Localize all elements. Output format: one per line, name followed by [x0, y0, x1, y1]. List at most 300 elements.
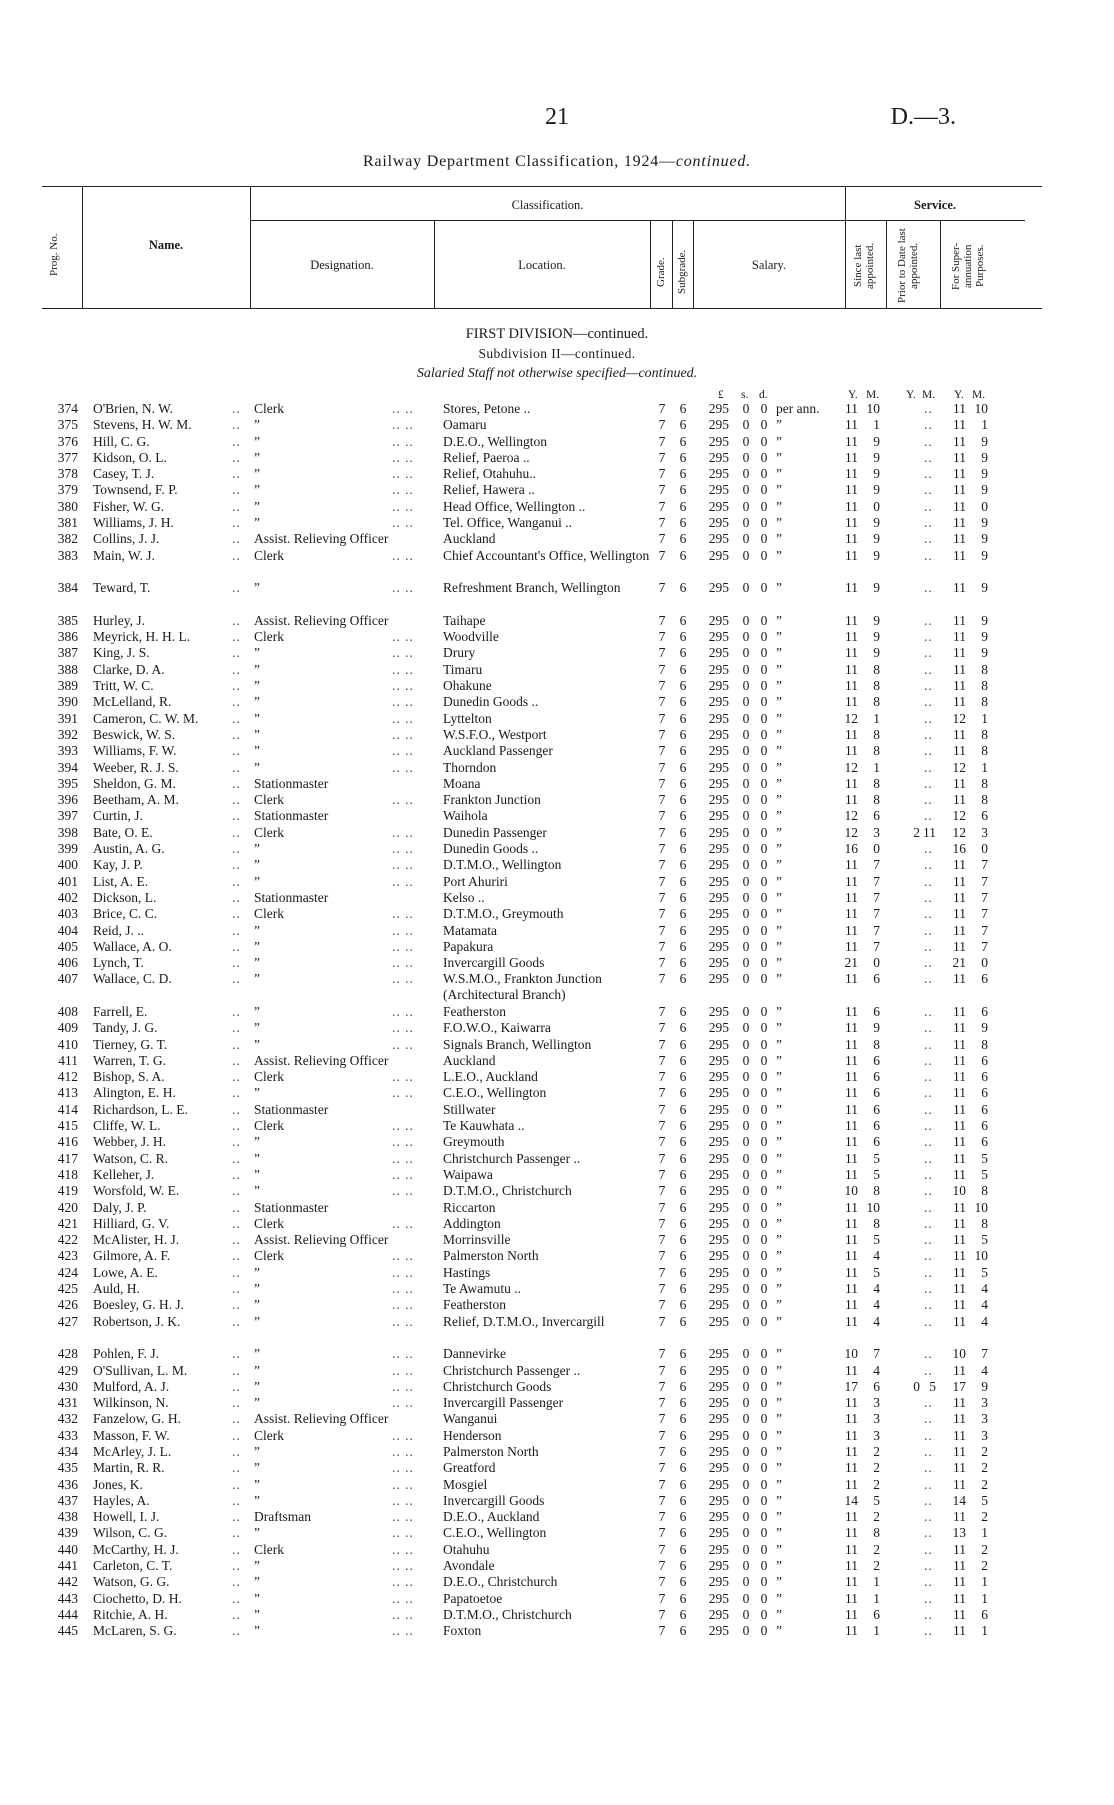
table-row	[0, 955, 1114, 971]
salary-pounds-cell: 295	[708, 1052, 729, 1068]
location-cell: Thorndon	[443, 759, 497, 775]
salary-pounds-cell: 295	[708, 433, 729, 449]
leader-dots: .. ..	[392, 971, 414, 987]
salary-period-cell: ”	[776, 1541, 782, 1557]
grade-cell: 7	[658, 482, 666, 498]
superannuation-years-cell: 11	[953, 971, 966, 987]
salary-period-cell: ”	[776, 1118, 782, 1134]
table-row	[0, 1379, 1114, 1395]
name-cell: Reid, J. ..	[93, 922, 145, 938]
leader-dots: ..	[232, 1509, 241, 1525]
leader-dots: .. ..	[392, 1509, 414, 1525]
superannuation-years-cell: 11	[953, 1199, 966, 1215]
superannuation-months-cell: 2	[981, 1460, 988, 1476]
leader-dots: ..	[924, 792, 933, 808]
superannuation-years-cell: 11	[953, 1427, 966, 1443]
leader-dots: ..	[924, 955, 933, 971]
salary-period-cell: ”	[776, 531, 782, 547]
salary-shillings-cell: 0	[742, 775, 750, 791]
salary-pence-cell: 0	[760, 1476, 768, 1492]
designation-cell: ”	[254, 1003, 260, 1019]
designation-cell: Clerk	[254, 1118, 284, 1134]
salary-pounds-cell: 295	[708, 1525, 729, 1541]
designation-cell: ”	[254, 1362, 260, 1378]
leader-dots: ..	[924, 1525, 933, 1541]
salary-shillings-cell: 0	[742, 1558, 750, 1574]
salary-period-cell: ”	[776, 1134, 782, 1150]
leader-dots: .. ..	[392, 547, 414, 563]
salary-pence-cell: 0	[760, 710, 768, 726]
leader-dots: .. ..	[392, 857, 414, 873]
name-cell: McArley, J. L.	[93, 1444, 172, 1459]
leader-dots: ..	[924, 1101, 933, 1117]
superannuation-months-cell: 9	[981, 645, 988, 661]
designation-cell: ”	[254, 938, 260, 954]
name-cell: List, A. E.	[93, 873, 149, 889]
leader-dots: ..	[232, 889, 241, 905]
salary-pence-cell: 0	[760, 401, 768, 416]
leader-dots: .. ..	[392, 1362, 414, 1378]
name-cell: Brice, C. C.	[93, 906, 158, 922]
superannuation-months-cell: 2	[981, 1509, 988, 1525]
designation-cell: ”	[254, 922, 260, 938]
designation-cell: ”	[254, 1606, 260, 1622]
salary-pence-cell: 0	[760, 1069, 768, 1085]
superannuation-years-cell: 11	[953, 401, 966, 416]
designation-cell: ”	[254, 1281, 260, 1297]
leader-dots: ..	[232, 1036, 241, 1052]
leader-dots: ..	[232, 1150, 241, 1166]
salary-shillings-cell: 0	[742, 1606, 750, 1622]
since-last-years-cell: 21	[844, 955, 858, 971]
subgrade-cell: 6	[679, 1118, 687, 1134]
salary-period-cell: ”	[776, 433, 782, 449]
salary-period-cell: ”	[776, 449, 782, 465]
leader-dots: ..	[232, 743, 241, 759]
salary-shillings-cell: 0	[742, 531, 750, 547]
designation-cell: ”	[254, 498, 260, 514]
designation-cell: ”	[254, 1036, 260, 1052]
superannuation-years-cell: 10	[952, 1346, 966, 1362]
location-cell: Moana	[443, 775, 481, 791]
prog-no-cell: 411	[58, 1052, 78, 1068]
location-cell: C.E.O., Wellington	[443, 1525, 547, 1541]
salary-pence-cell: 0	[760, 1232, 768, 1248]
superannuation-years-cell: 11	[953, 1281, 966, 1297]
since-last-months-cell: 6	[873, 1069, 880, 1085]
leader-dots: ..	[232, 1281, 241, 1297]
prog-no-cell: 379	[57, 482, 78, 498]
designation-cell: ”	[254, 743, 260, 759]
salary-pence-cell: 0	[760, 1492, 768, 1508]
prog-no-cell: 409	[57, 1020, 78, 1036]
superannuation-years-cell: 11	[953, 580, 966, 596]
name-cell: Casey, T. J.	[93, 466, 155, 482]
name-cell: Beswick, W. S.	[93, 726, 176, 742]
since-last-years-cell: 11	[845, 1069, 858, 1085]
table-row	[0, 1346, 1114, 1362]
table-row	[0, 1297, 1114, 1313]
salary-shillings-cell: 0	[742, 515, 750, 531]
name-cell: Hilliard, G. V.	[93, 1215, 170, 1231]
salary-pence-cell: 0	[760, 1248, 768, 1264]
subgrade-cell: 6	[679, 1606, 687, 1622]
salary-pence-cell: 0	[760, 417, 768, 433]
since-last-years-cell: 11	[845, 792, 858, 808]
since-last-months-cell: 8	[873, 1215, 880, 1231]
salary-period-cell: ”	[776, 694, 782, 710]
table-row	[0, 792, 1114, 808]
leader-dots: ..	[232, 1590, 241, 1606]
prog-no-cell: 388	[57, 661, 78, 677]
leader-dots: ..	[232, 1346, 241, 1362]
subgrade-cell: 6	[679, 580, 687, 596]
designation-cell: Assist. Relieving Officer	[254, 1052, 389, 1068]
subgrade-cell: 6	[679, 1281, 687, 1297]
since-last-years-cell: 12	[844, 759, 858, 775]
leader-dots: ..	[232, 1183, 241, 1199]
salary-shillings-cell: 0	[742, 759, 750, 775]
salary-period-cell: ”	[776, 759, 782, 775]
salary-pounds-cell: 295	[708, 726, 729, 742]
leader-dots: .. ..	[392, 1166, 414, 1182]
salary-period-cell: ”	[776, 547, 782, 563]
salary-period-cell: ”	[776, 1460, 782, 1476]
leader-dots: ..	[924, 1476, 933, 1492]
leader-dots: ..	[232, 1313, 241, 1329]
table-row	[0, 727, 1114, 743]
salary-pounds-cell: 295	[708, 1362, 729, 1378]
subgrade-cell: 6	[679, 792, 687, 808]
since-last-years-cell: 11	[845, 1623, 858, 1639]
since-last-years-cell: 11	[845, 1606, 858, 1622]
salary-shillings-cell: 0	[742, 1346, 750, 1362]
name-cell: Ciochetto, D. H.	[93, 1590, 182, 1606]
name-cell: Warren, T. G.	[93, 1052, 167, 1068]
since-last-months-cell: 7	[873, 889, 880, 905]
superannuation-months-cell: 7	[981, 857, 988, 873]
salary-pence-cell: 0	[760, 449, 768, 465]
leader-dots: ..	[232, 873, 241, 889]
superannuation-years-cell: 11	[953, 1020, 966, 1036]
grade-cell: 7	[658, 1020, 666, 1036]
table-row	[0, 1509, 1114, 1525]
since-last-months-cell: 1	[873, 1574, 880, 1590]
salary-period-cell: ”	[776, 580, 782, 596]
since-last-years-cell: 16	[844, 841, 858, 857]
header-salary: Salary.	[751, 258, 787, 272]
superannuation-months-cell: 6	[981, 1606, 988, 1622]
salary-period-cell: ”	[776, 841, 782, 857]
superannuation-years-cell: 11	[953, 482, 966, 498]
since-last-years-cell: 10	[844, 1346, 858, 1362]
grade-cell: 7	[658, 1525, 666, 1541]
since-last-years-cell: 11	[845, 1248, 858, 1264]
salary-pounds-cell: 295	[708, 1248, 729, 1264]
name-cell: Dickson, L.	[93, 889, 157, 905]
leader-dots: ..	[232, 1460, 241, 1476]
superannuation-years-cell: 12	[952, 759, 966, 775]
superannuation-months-cell: 6	[981, 1085, 988, 1101]
salary-pence-cell: 0	[760, 498, 768, 514]
since-last-months-cell: 4	[873, 1297, 880, 1313]
prog-no-cell: 413	[57, 1085, 78, 1101]
salary-pence-cell: 0	[760, 1590, 768, 1606]
salary-pence-cell: 0	[760, 775, 768, 791]
grade-cell: 7	[658, 1444, 666, 1459]
salary-period-cell: ”	[776, 1395, 782, 1411]
superannuation-months-cell: 5	[981, 1232, 988, 1248]
subgrade-cell: 6	[679, 1427, 687, 1443]
salary-shillings-cell: 0	[742, 1003, 750, 1019]
subgrade-cell: 6	[679, 743, 687, 759]
subgrade-cell: 6	[679, 1623, 687, 1639]
grade-cell: 7	[658, 1264, 666, 1280]
subgrade-cell: 6	[679, 857, 687, 873]
leader-dots: .. ..	[392, 580, 414, 596]
grade-cell: 7	[658, 889, 666, 905]
salary-period-cell: ”	[776, 938, 782, 954]
superannuation-years-cell: 12	[952, 710, 966, 726]
grade-cell: 7	[658, 629, 666, 645]
subgrade-cell: 6	[679, 873, 687, 889]
grade-cell: 7	[658, 857, 666, 873]
subgrade-cell: 6	[679, 1346, 687, 1362]
prog-no-cell: 389	[57, 678, 78, 694]
salary-period-cell: ”	[776, 1232, 782, 1248]
leader-dots: ..	[924, 612, 933, 628]
salary-pence-cell: 0	[760, 1281, 768, 1297]
location-cell: Frankton Junction	[443, 792, 541, 808]
salary-shillings-cell: 0	[742, 433, 750, 449]
since-last-months-cell: 1	[873, 710, 880, 726]
leader-dots: ..	[232, 955, 241, 971]
salary-shillings-cell: 0	[742, 1248, 750, 1264]
location-cell: Relief, Otahuhu..	[443, 466, 536, 482]
leader-dots: ..	[924, 1020, 933, 1036]
leader-dots: .. ..	[392, 1281, 414, 1297]
location-cell: Invercargill Passenger	[443, 1395, 564, 1411]
salary-shillings-cell: 0	[742, 743, 750, 759]
salary-pence-cell: 0	[760, 1346, 768, 1362]
grade-cell: 7	[658, 1215, 666, 1231]
superannuation-years-cell: 11	[953, 1313, 966, 1329]
location-cell: Henderson	[443, 1427, 502, 1443]
subgrade-cell: 6	[679, 1362, 687, 1378]
salary-pounds-cell: 295	[708, 498, 729, 514]
superannuation-months-cell: 1	[981, 1574, 988, 1590]
subgrade-cell: 6	[679, 971, 687, 987]
superannuation-months-cell: 9	[981, 466, 988, 482]
leader-dots: ..	[232, 1199, 241, 1215]
superannuation-years-cell: 11	[953, 1248, 966, 1264]
superannuation-months-cell: 1	[981, 710, 988, 726]
prog-no-cell: 398	[57, 824, 78, 840]
name-cell: Masson, F. W.	[93, 1427, 170, 1443]
salary-period-cell: ”	[776, 1297, 782, 1313]
subgrade-cell: 6	[679, 1215, 687, 1231]
prog-no-cell: 431	[57, 1395, 78, 1411]
superannuation-months-cell: 8	[981, 775, 988, 791]
grade-cell: 7	[658, 531, 666, 547]
superannuation-months-cell: 9	[981, 612, 988, 628]
salary-shillings-cell: 0	[742, 1590, 750, 1606]
grade-cell: 7	[658, 1574, 666, 1590]
since-last-years-cell: 11	[845, 1020, 858, 1036]
subgrade-cell: 6	[679, 449, 687, 465]
salary-pence-cell: 0	[760, 1427, 768, 1443]
superannuation-years-cell: 11	[953, 1052, 966, 1068]
leader-dots: ..	[232, 1606, 241, 1622]
grade-cell: 7	[658, 1101, 666, 1117]
table-row	[0, 1053, 1114, 1069]
superannuation-months-cell: 2	[981, 1541, 988, 1557]
since-last-years-cell: 11	[845, 547, 858, 563]
subgrade-cell: 6	[679, 955, 687, 971]
location-cell: W.S.M.O., Frankton Junction (Architectural Branch)	[443, 971, 602, 1003]
table-row	[0, 678, 1114, 694]
salary-pounds-cell: 295	[708, 775, 729, 791]
leader-dots: .. ..	[392, 1541, 414, 1557]
designation-cell: Clerk	[254, 1069, 284, 1085]
designation-cell: Clerk	[254, 906, 284, 922]
leader-dots: ..	[232, 710, 241, 726]
name-cell: Jones, K.	[93, 1476, 143, 1492]
table-row	[0, 1591, 1114, 1607]
prior-months-cell: 11	[923, 824, 936, 840]
prog-no-cell: 376	[57, 433, 78, 449]
salary-pounds-cell: 295	[708, 873, 729, 889]
since-last-years-cell: 11	[845, 1558, 858, 1574]
salary-shillings-cell: 0	[742, 1215, 750, 1231]
prog-no-cell: 396	[57, 792, 78, 808]
superannuation-years-cell: 11	[953, 1150, 966, 1166]
designation-cell: ”	[254, 857, 260, 873]
location-cell: Matamata	[443, 922, 497, 938]
salary-period-cell: ”	[776, 661, 782, 677]
leader-dots: ..	[232, 1574, 241, 1590]
since-last-months-cell: 9	[873, 612, 880, 628]
salary-pence-cell: 0	[760, 694, 768, 710]
location-cell: Papatoetoe	[443, 1590, 503, 1606]
superannuation-months-cell: 8	[981, 743, 988, 759]
prog-no-cell: 397	[57, 808, 78, 824]
since-last-years-cell: 11	[845, 775, 858, 791]
leader-dots: .. ..	[392, 1460, 414, 1476]
salary-period-cell: ”	[776, 775, 782, 791]
leader-dots: ..	[924, 971, 933, 987]
salary-shillings-cell: 0	[742, 1525, 750, 1541]
designation-cell: ”	[254, 841, 260, 857]
since-last-months-cell: 4	[873, 1248, 880, 1264]
col-divider	[886, 220, 887, 308]
superannuation-months-cell: 7	[981, 906, 988, 922]
since-last-months-cell: 9	[873, 515, 880, 531]
subgrade-cell: 6	[679, 1036, 687, 1052]
leader-dots: ..	[232, 498, 241, 514]
leader-dots: ..	[924, 1183, 933, 1199]
designation-cell: ”	[254, 515, 260, 531]
superannuation-months-cell: 9	[981, 629, 988, 645]
salary-pence-cell: 0	[760, 1199, 768, 1215]
salary-pounds-cell: 295	[708, 1150, 729, 1166]
unit-year-1: Y.	[848, 389, 858, 401]
subgrade-cell: 6	[679, 1101, 687, 1117]
since-last-years-cell: 11	[845, 1525, 858, 1541]
leader-dots: ..	[232, 1492, 241, 1508]
salary-shillings-cell: 0	[742, 792, 750, 808]
superannuation-years-cell: 11	[953, 1623, 966, 1639]
designation-cell: Stationmaster	[254, 808, 329, 824]
superannuation-years-cell: 11	[953, 1444, 966, 1459]
salary-pence-cell: 0	[760, 955, 768, 971]
superannuation-months-cell: 9	[981, 531, 988, 547]
leader-dots: .. ..	[392, 1003, 414, 1019]
prog-no-cell: 394	[57, 759, 78, 775]
leader-dots: ..	[232, 824, 241, 840]
prog-no-cell: 425	[57, 1281, 78, 1297]
leader-dots: ..	[924, 906, 933, 922]
superannuation-months-cell: 9	[981, 547, 988, 563]
salary-pence-cell: 0	[760, 1525, 768, 1541]
leader-dots: ..	[924, 1118, 933, 1134]
since-last-months-cell: 8	[873, 678, 880, 694]
subgrade-cell: 6	[679, 498, 687, 514]
table-row	[0, 1460, 1114, 1476]
grade-cell: 7	[658, 1558, 666, 1574]
unit-year-3: Y.	[954, 389, 964, 401]
since-last-months-cell: 1	[873, 1590, 880, 1606]
designation-cell: ”	[254, 1525, 260, 1541]
salary-period-cell: ”	[776, 1281, 782, 1297]
leader-dots: ..	[924, 433, 933, 449]
superannuation-years-cell: 11	[953, 531, 966, 547]
salary-period-cell: ”	[776, 873, 782, 889]
leader-dots: .. ..	[392, 645, 414, 661]
since-last-years-cell: 12	[844, 710, 858, 726]
salary-pounds-cell: 295	[708, 417, 729, 433]
location-cell: Head Office, Wellington ..	[443, 498, 586, 514]
salary-pence-cell: 0	[760, 1003, 768, 1019]
name-cell: Meyrick, H. H. L.	[93, 629, 191, 645]
name-cell: Fisher, W. G.	[93, 498, 165, 514]
salary-period-cell: ”	[776, 612, 782, 628]
header-location: Location.	[518, 258, 566, 272]
grade-cell: 7	[658, 694, 666, 710]
classification-rule	[250, 220, 845, 221]
table-row	[0, 548, 1114, 581]
prog-no-cell: 410	[57, 1036, 78, 1052]
name-cell: Webber, J. H.	[93, 1134, 166, 1150]
salary-period-cell: ”	[776, 1362, 782, 1378]
name-cell: Bishop, S. A.	[93, 1069, 165, 1085]
grade-cell: 7	[658, 645, 666, 661]
location-cell: Woodville	[443, 629, 499, 645]
salary-pounds-cell: 295	[708, 792, 729, 808]
leader-dots: ..	[924, 808, 933, 824]
since-last-months-cell: 4	[873, 1362, 880, 1378]
salary-period-cell: ”	[776, 645, 782, 661]
superannuation-months-cell: 1	[981, 1525, 988, 1541]
unit-year-2: Y.	[906, 389, 916, 401]
superannuation-years-cell: 11	[953, 1297, 966, 1313]
name-cell: McCarthy, H. J.	[93, 1541, 179, 1557]
leader-dots: ..	[924, 661, 933, 677]
salary-pence-cell: 0	[760, 531, 768, 547]
designation-cell: ”	[254, 971, 260, 987]
name-cell: Mulford, A. J.	[93, 1378, 170, 1394]
salary-pence-cell: 0	[760, 1362, 768, 1378]
